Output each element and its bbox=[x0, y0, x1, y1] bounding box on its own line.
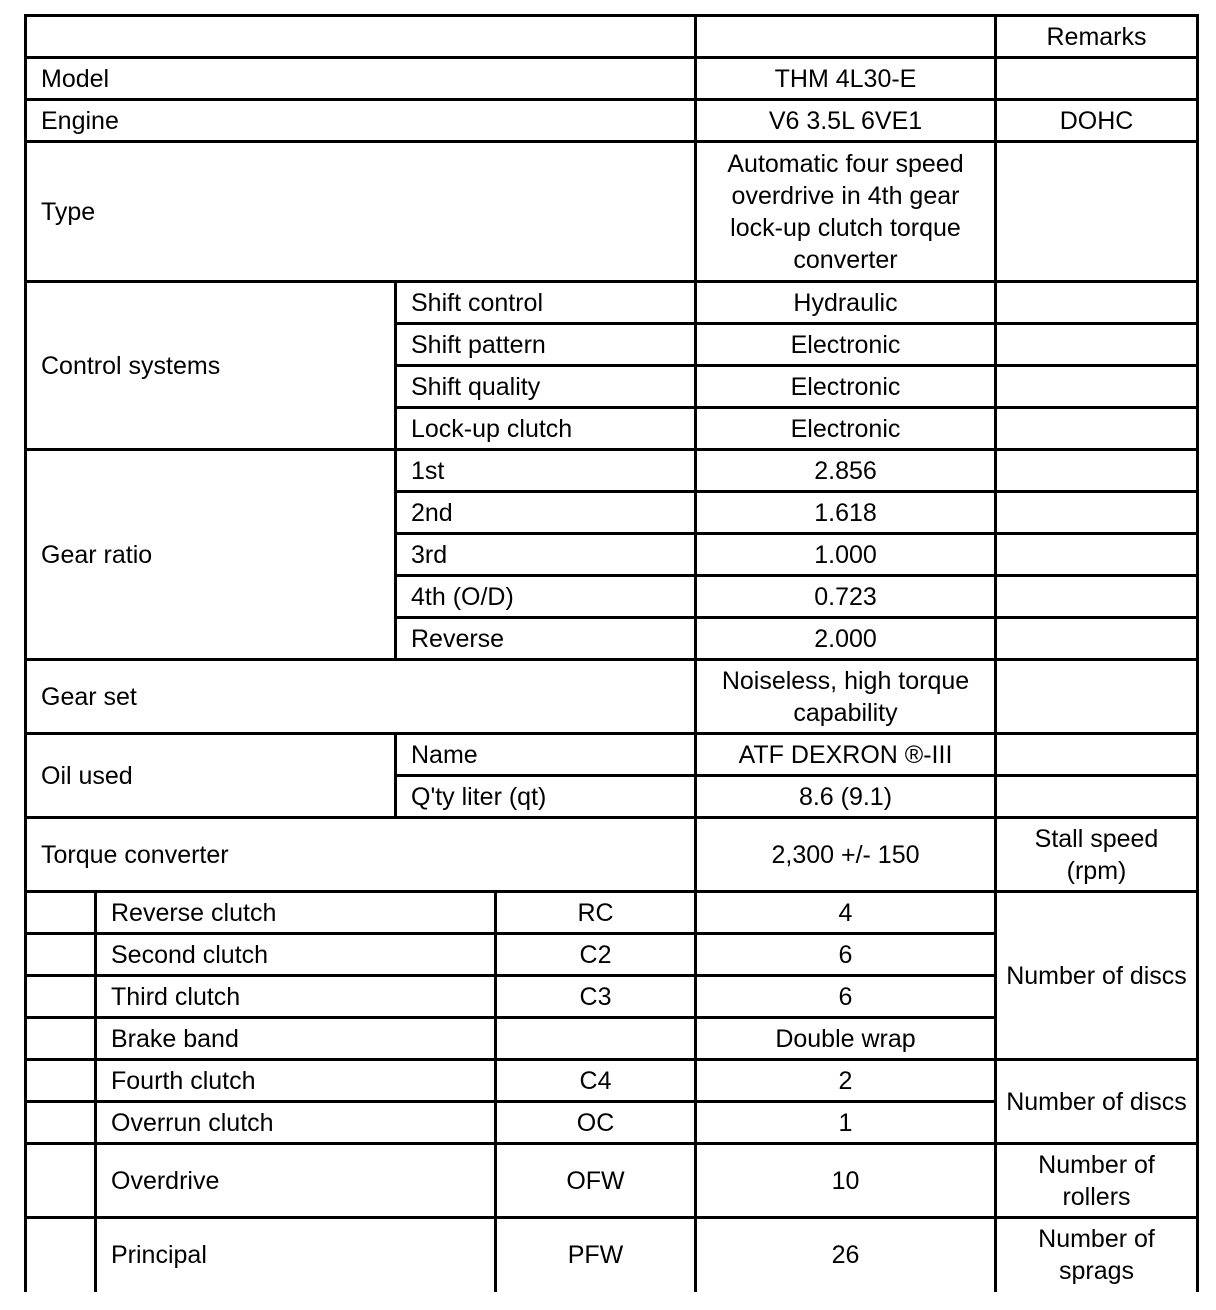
engine-value: V6 3.5L 6VE1 bbox=[696, 100, 996, 142]
torque-converter-remarks: Stall speed (rpm) bbox=[996, 818, 1198, 892]
component-code: C2 bbox=[496, 934, 696, 976]
header-value-cell bbox=[696, 16, 996, 58]
header-row bbox=[26, 16, 1198, 58]
control-value: Electronic bbox=[696, 324, 996, 366]
gear-remarks bbox=[996, 576, 1198, 618]
gear-item: 3rd bbox=[396, 534, 696, 576]
oil-used-label: Oil used bbox=[26, 734, 396, 818]
gear-remarks bbox=[996, 450, 1198, 492]
principal-row bbox=[26, 1218, 1198, 1292]
gear-set-row bbox=[26, 660, 1198, 734]
engine-label: Engine bbox=[26, 100, 696, 142]
control-item: Shift pattern bbox=[396, 324, 696, 366]
control-systems-label: Control systems bbox=[26, 282, 396, 450]
indent-cell bbox=[26, 934, 96, 976]
control-item: Lock-up clutch bbox=[396, 408, 696, 450]
engine-remarks: DOHC bbox=[996, 100, 1198, 142]
control-value: Electronic bbox=[696, 366, 996, 408]
component-value: 2 bbox=[696, 1060, 996, 1102]
gear-set-label: Gear set bbox=[26, 660, 696, 734]
control-remarks bbox=[996, 408, 1198, 450]
indent-cell bbox=[26, 1144, 96, 1218]
gear-remarks bbox=[996, 534, 1198, 576]
component-code: C4 bbox=[496, 1060, 696, 1102]
component-code: C3 bbox=[496, 976, 696, 1018]
component-name: Overdrive bbox=[96, 1144, 496, 1218]
indent-cell bbox=[26, 1102, 96, 1144]
transmission-spec-table bbox=[24, 14, 1199, 1292]
model-remarks bbox=[996, 58, 1198, 100]
oil-remarks bbox=[996, 734, 1198, 776]
component-code: OC bbox=[496, 1102, 696, 1144]
gear-value: 2.856 bbox=[696, 450, 996, 492]
indent-cell bbox=[26, 1218, 96, 1292]
component-code bbox=[496, 1018, 696, 1060]
gear-remarks bbox=[996, 618, 1198, 660]
type-row bbox=[26, 142, 1198, 282]
component-value: Double wrap bbox=[696, 1018, 996, 1060]
torque-converter-label: Torque converter bbox=[26, 818, 696, 892]
control-remarks bbox=[996, 366, 1198, 408]
gear-value: 0.723 bbox=[696, 576, 996, 618]
control-remarks bbox=[996, 282, 1198, 324]
gear-value: 2.000 bbox=[696, 618, 996, 660]
gear-remarks bbox=[996, 492, 1198, 534]
gear-item: Reverse bbox=[396, 618, 696, 660]
engine-row bbox=[26, 100, 1198, 142]
component-remarks: Number of sprags bbox=[996, 1218, 1198, 1292]
oil-value: 8.6 (9.1) bbox=[696, 776, 996, 818]
oil-value: ATF DEXRON ®-III bbox=[696, 734, 996, 776]
component-remarks: Number of discs bbox=[996, 892, 1198, 1060]
oil-remarks bbox=[996, 776, 1198, 818]
model-label: Model bbox=[26, 58, 696, 100]
control-item: Shift control bbox=[396, 282, 696, 324]
indent-cell bbox=[26, 1018, 96, 1060]
oil-item: Q'ty liter (qt) bbox=[396, 776, 696, 818]
component-code: OFW bbox=[496, 1144, 696, 1218]
gear-ratio-row bbox=[26, 450, 1198, 492]
torque-converter-value: 2,300 +/- 150 bbox=[696, 818, 996, 892]
component-name: Fourth clutch bbox=[96, 1060, 496, 1102]
model-row bbox=[26, 58, 1198, 100]
component-name: Second clutch bbox=[96, 934, 496, 976]
component-name: Third clutch bbox=[96, 976, 496, 1018]
component-value: 1 bbox=[696, 1102, 996, 1144]
component-row bbox=[26, 892, 1198, 934]
type-value: Automatic four speed overdrive in 4th gear lock-up clutch torque converter bbox=[696, 142, 996, 282]
gear-ratio-label: Gear ratio bbox=[26, 450, 396, 660]
gear-item: 4th (O/D) bbox=[396, 576, 696, 618]
control-item: Shift quality bbox=[396, 366, 696, 408]
indent-cell bbox=[26, 1060, 96, 1102]
indent-cell bbox=[26, 892, 96, 934]
oil-item: Name bbox=[396, 734, 696, 776]
header-label-cell bbox=[26, 16, 696, 58]
component-remarks: Number of discs bbox=[996, 1060, 1198, 1144]
component-value: 4 bbox=[696, 892, 996, 934]
gear-value: 1.618 bbox=[696, 492, 996, 534]
type-remarks bbox=[996, 142, 1198, 282]
remarks-header: Remarks bbox=[996, 16, 1198, 58]
component-code: PFW bbox=[496, 1218, 696, 1292]
torque-converter-row bbox=[26, 818, 1198, 892]
component-name: Brake band bbox=[96, 1018, 496, 1060]
gear-set-value: Noiseless, high torque capability bbox=[696, 660, 996, 734]
component-name: Overrun clutch bbox=[96, 1102, 496, 1144]
component-value: 10 bbox=[696, 1144, 996, 1218]
control-value: Electronic bbox=[696, 408, 996, 450]
component-name: Reverse clutch bbox=[96, 892, 496, 934]
component-value: 6 bbox=[696, 976, 996, 1018]
control-value: Hydraulic bbox=[696, 282, 996, 324]
control-remarks bbox=[996, 324, 1198, 366]
model-value: THM 4L30-E bbox=[696, 58, 996, 100]
gear-item: 1st bbox=[396, 450, 696, 492]
component-name: Principal bbox=[96, 1218, 496, 1292]
control-systems-row bbox=[26, 282, 1198, 324]
overdrive-row bbox=[26, 1144, 1198, 1218]
gear-value: 1.000 bbox=[696, 534, 996, 576]
oil-used-row bbox=[26, 734, 1198, 776]
gear-item: 2nd bbox=[396, 492, 696, 534]
indent-cell bbox=[26, 976, 96, 1018]
type-label: Type bbox=[26, 142, 696, 282]
component-value: 26 bbox=[696, 1218, 996, 1292]
component-value: 6 bbox=[696, 934, 996, 976]
component-remarks: Number of rollers bbox=[996, 1144, 1198, 1218]
component-row bbox=[26, 1060, 1198, 1102]
gear-set-remarks bbox=[996, 660, 1198, 734]
component-code: RC bbox=[496, 892, 696, 934]
